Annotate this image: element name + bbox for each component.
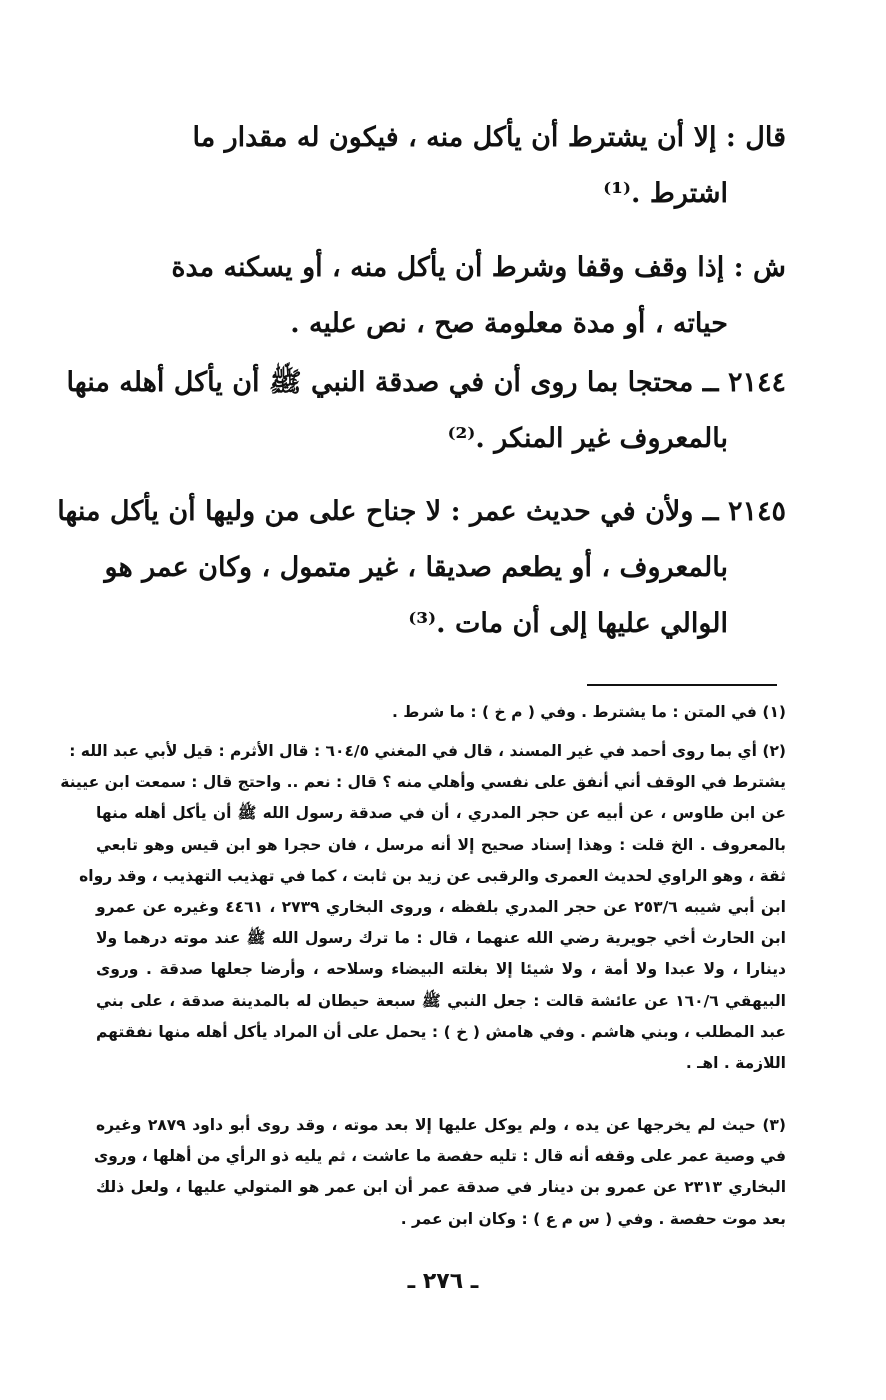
footnote-line: (١) في المتن : ما يشترط . وفي ( م خ ) : ما شرط .: [391, 703, 786, 721]
text-line: الوالي عليها إلى أن مات .⁽³⁾: [408, 608, 728, 639]
main-paragraph-3: [66, 355, 786, 467]
text-line: بالمعروف ، أو يطعم صديقا ، غير متمول ، وكان عمر هو: [104, 552, 728, 583]
footnote-line: البيهقي ١٦٠/٦ عن عائشة قالت : جعل النبي ﷺ سبعة حيطان له بالمدينة صدقة ، على بني: [96, 991, 786, 1010]
page-number: ـ ٢٧٦ ـ: [407, 1269, 479, 1294]
footnote-3: [93, 1110, 787, 1235]
footnote-line: في وصية عمر على وقفه أنه قال : تليه حفصة ما عاشت ، ثم يليه ذو الرأي من أهلها ، وروى: [93, 1147, 786, 1166]
text-line: ش : إذا وقف وقفا وشرط أن يأكل منه ، أو يسكنه مدة: [171, 252, 786, 283]
text-line: ٢١٤٤ ــ محتجا بما روى أن في صدقة النبي ﷺ أن يأكل أهله منها: [66, 367, 786, 398]
footnote-line: ثقة ، وهو الراوي لحديث العمرى والرقبى عن زيد بن ثابت ، كما في تهذيب التهذيب ، وقد رواه: [79, 866, 786, 885]
text-line: قال : إلا أن يشترط أن يأكل منه ، فيكون له مقدار ما: [192, 122, 786, 153]
text-line: ٢١٤٥ ــ ولأن في حديث عمر : لا جناح على من وليها أن يأكل منها: [57, 496, 786, 527]
footnote-line: (٣) حيث لم يخرجها عن يده ، ولم يوكل عليها إلا بعد موته ، وقد روى أبو داود ٢٨٧٩ وغيره: [96, 1116, 786, 1134]
footnote-line: يشترط في الوقف أني أنفق على نفسي وأهلي منه ؟ قال : نعم .. واحتج قال : سمعت ابن عيينة: [60, 773, 786, 792]
text-line: حياته ، أو مدة معلومة صح ، نص عليه .: [290, 308, 728, 339]
footnote-line: بالمعروف . الخ قلت : وهذا إسناد صحيح إلا أنه مرسل ، فان حجرا هو ابن قيس وهو تابعي: [96, 835, 786, 854]
text-line: بالمعروف غير المنكر .⁽²⁾: [447, 423, 728, 454]
footnote-2: [60, 736, 786, 1079]
footnote-line: (٢) أي بما روى أحمد في غير المسند ، قال في المغني ٦٠٤/٥ : قال الأثرم : قيل لأبي عبد الله :: [69, 742, 786, 760]
footnote-line: البخاري ٢٣١٣ عن عمرو بن دينار في صدقة عمر أن ابن عمر هو المتولي عليها ، ولعل ذلك: [96, 1178, 787, 1197]
main-paragraph-2: [96, 240, 786, 352]
footnote-line: اللازمة . اهـ .: [685, 1054, 786, 1073]
text-line: اشترط .⁽¹⁾: [603, 178, 728, 209]
footnote-line: عن ابن طاوس ، عن أبيه عن حجر المدري ، أن في صدقة رسول الله ﷺ أن يأكل أهله منها: [96, 804, 786, 823]
main-paragraph-4: [57, 484, 786, 652]
footnote-line: بعد موت حفصة . وفي ( س م ع ) : وكان ابن عمر .: [400, 1209, 786, 1228]
footnote-line: دينارا ، ولا عبدا ولا أمة ، ولا شيئا إلا بغلته البيضاء وسلاحه ، وأرضا جعلها صدقة . وروى: [96, 960, 786, 979]
footnote-1: [96, 697, 786, 728]
footnote-line: عبد المطلب ، وبني هاشم . وفي هامش ( خ ) : يحمل على أن المراد يأكل أهله منها نفقتهم: [96, 1022, 786, 1041]
footnote-line: ابن الحارث أخي جويرية رضي الله عنهما ، قال : ما ترك رسول الله ﷺ عند موته درهما ولا: [96, 929, 786, 948]
footnote-separator: [587, 684, 777, 686]
footnote-line: ابن أبي شيبه ٢٥٣/٦ عن حجر المدري بلفظه ، وروى البخاري ٢٧٣٩ ، ٤٤٦١ وغيره عن عمرو: [96, 898, 786, 917]
main-paragraph-1: [96, 110, 786, 222]
